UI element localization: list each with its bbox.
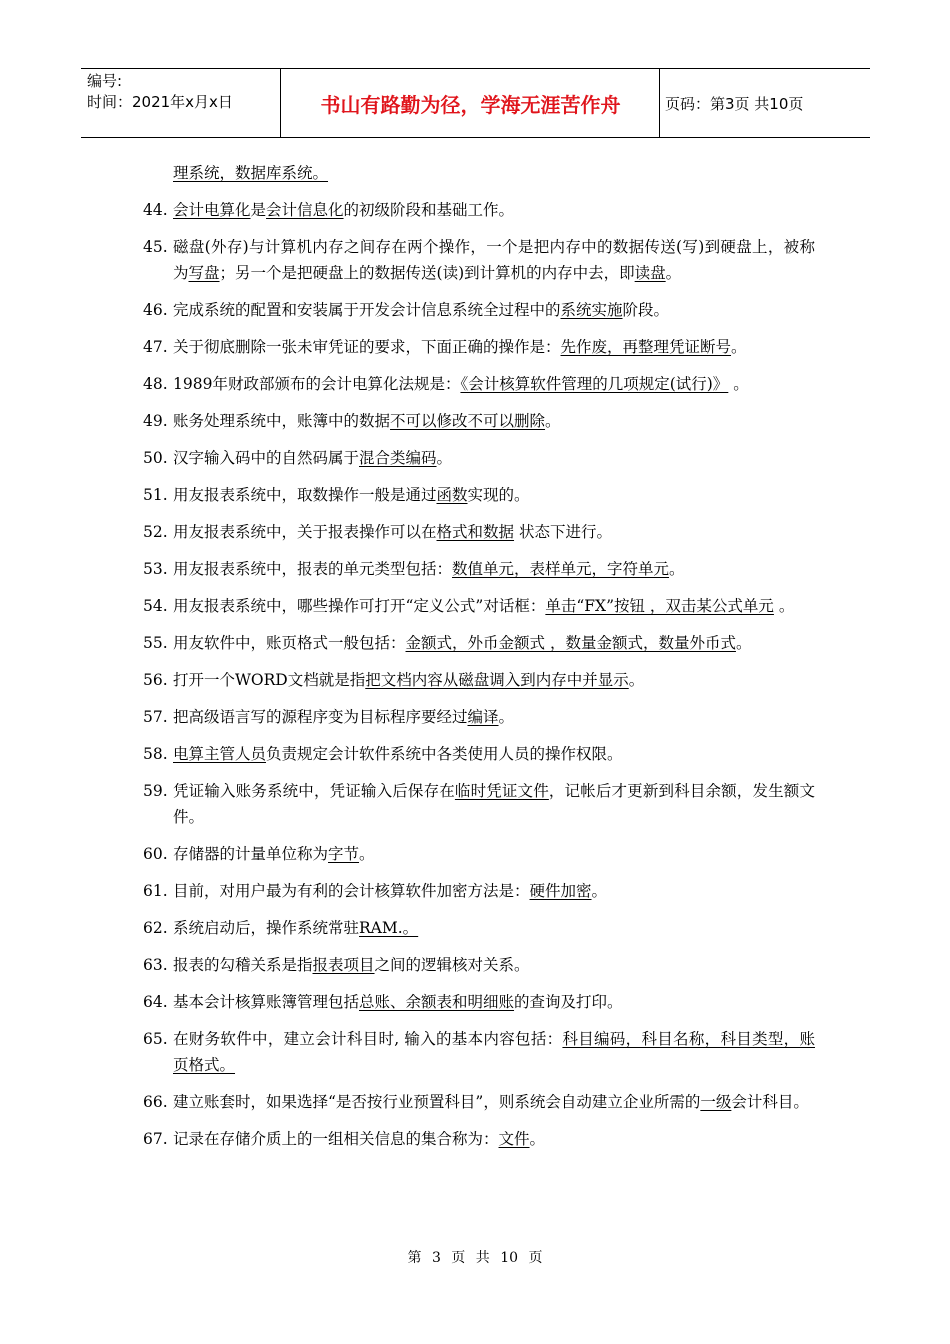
list-item — [143, 778, 815, 830]
item-text: 是 — [250, 201, 267, 219]
item-text: 凭证输入账务系统中，凭证输入后保存在 — [173, 782, 455, 800]
list-item — [143, 952, 815, 978]
answer-text: 《会计核算软件管理的几项规定(试行)》 — [460, 375, 729, 393]
answer-text: 不可以修改不可以删除 — [390, 412, 546, 430]
answer-text: 写盘 — [188, 264, 220, 282]
list-item — [143, 593, 815, 619]
item-text: 关于彻底删除一张未审凭证的要求，下面正确的操作是： — [173, 338, 561, 356]
list-item — [143, 915, 815, 941]
number-label: 编号: — [87, 72, 123, 90]
answer-text: 数值单元，表样单元，字符单元 — [452, 560, 670, 578]
item-text: ，记帐后才更新到科目余额，发生额文件。 — [173, 782, 815, 826]
answer-text: 一级 — [700, 1093, 732, 1111]
header-left-cell — [81, 69, 281, 137]
item-number: 60. — [143, 845, 168, 863]
list-item — [143, 408, 815, 434]
item-text: 之间的逻辑核对关系。 — [374, 956, 530, 974]
item-text: 把高级语言写的源程序变为目标程序要经过 — [173, 708, 468, 726]
answer-text: 报表项目 — [312, 956, 375, 974]
item-number: 55. — [143, 634, 168, 652]
item-text: 。 — [628, 671, 645, 689]
item-number: 58. — [143, 745, 168, 763]
item-text: 用友报表系统中，报表的单元类型包括： — [173, 560, 453, 578]
item-number: 50. — [143, 449, 168, 467]
item-number: 51. — [143, 486, 168, 504]
item-text: 。 — [731, 338, 747, 356]
answer-text: 混合类编码 — [359, 449, 437, 467]
item-text: 。 — [359, 845, 375, 863]
item-text: 。 — [728, 375, 749, 393]
item-text: 的初级阶段和基础工作。 — [343, 201, 515, 219]
item-text: 。 — [436, 449, 453, 467]
item-number: 63. — [143, 956, 168, 974]
list-item — [143, 1026, 815, 1078]
item-number: 65. — [143, 1030, 168, 1048]
answer-text: 函数 — [436, 486, 468, 504]
item-number: 64. — [143, 993, 168, 1011]
item-number: 67. — [143, 1130, 168, 1148]
list-item — [143, 297, 815, 323]
list-item — [143, 482, 815, 508]
answer-text: 系统实施 — [560, 301, 623, 319]
item-number: 48. — [143, 375, 168, 393]
list-item — [143, 841, 815, 867]
answer-text: 文件 — [498, 1130, 530, 1148]
list-item — [143, 160, 815, 186]
item-text: 用友报表系统中，关于报表操作可以在 — [173, 523, 437, 541]
list-item — [143, 989, 815, 1015]
answer-text: 理系统，数据库系统。 — [173, 164, 329, 182]
item-text: 汉字输入码中的自然码属于 — [173, 449, 360, 467]
list-item — [143, 519, 815, 545]
item-text: 的查询及打印。 — [514, 993, 623, 1011]
item-text: 状态下进行。 — [514, 523, 612, 541]
answer-text: 总账、余额表和明细账 — [359, 993, 515, 1011]
item-number: 53. — [143, 560, 168, 578]
answer-text: 硬件加密 — [529, 882, 592, 900]
answer-text: 会计信息化 — [266, 201, 344, 219]
page-footer: 第 3 页 共 10 页 — [407, 1250, 543, 1266]
item-text: 实现的。 — [467, 486, 530, 504]
list-item — [143, 741, 815, 767]
list-item — [143, 667, 815, 693]
item-text: ；另一个是把硬盘上的数据传送(读)到计算机的内存中去，即 — [219, 264, 635, 282]
answer-text: 格式和数据 — [436, 523, 515, 541]
list-item — [143, 1126, 815, 1152]
item-text: 。 — [591, 882, 608, 900]
page-header — [81, 68, 870, 138]
item-text: 在财务软件中，建立会计科目时, 输入的基本内容包括： — [173, 1030, 563, 1048]
item-text: 。 — [545, 412, 561, 430]
item-text: 用友报表系统中，哪些操作可打开“定义公式”对话框： — [173, 597, 546, 615]
header-page-info: 页码：第3页 共10页 — [665, 94, 804, 113]
item-text: 目前，对用户最为有利的会计核算软件加密方法是： — [173, 882, 530, 900]
time-label: 时间：2021年x月x日 — [87, 93, 233, 111]
item-text: 报表的勾稽关系是指 — [173, 956, 313, 974]
item-number: 44. — [143, 201, 168, 219]
answer-text: RAM.。 — [359, 919, 419, 937]
list-item — [143, 630, 815, 656]
item-text: 记录在存储介质上的一组相关信息的集合称为： — [173, 1130, 499, 1148]
item-number: 46. — [143, 301, 168, 319]
item-text: 磁盘(外存)与计算机内存之间存在两个操作，一个是把内存中的数据传送(写)到硬盘上，被称为 — [173, 238, 815, 282]
answer-text: 把文档内容从磁盘调入到内存中并显示 — [365, 671, 629, 689]
list-item — [143, 371, 815, 397]
answer-text: 读盘 — [634, 264, 666, 282]
item-number: 47. — [143, 338, 168, 356]
item-number: 56. — [143, 671, 168, 689]
answer-text: 编译 — [467, 708, 499, 726]
list-item — [143, 197, 815, 223]
item-number: 57. — [143, 708, 168, 726]
item-number: 61. — [143, 882, 168, 900]
item-number: 59. — [143, 782, 168, 800]
item-text: 阶段。 — [622, 301, 670, 319]
item-text: 1989年财政部颁布的会计电算化法规是： — [173, 375, 461, 393]
item-number: 66. — [143, 1093, 168, 1111]
answer-text: 字节 — [328, 845, 360, 863]
item-text: 账务处理系统中，账簿中的数据 — [173, 412, 391, 430]
answer-text: 临时凭证文件 — [454, 782, 549, 800]
item-number: 45. — [143, 238, 168, 256]
item-text: 负责规定会计软件系统中各类使用人员的操作权限。 — [266, 745, 623, 763]
answer-text: 先作废，再整理凭证断号 — [560, 338, 732, 356]
item-text: 打开一个WORD文档就是指 — [173, 671, 366, 689]
item-number: 54. — [143, 597, 168, 615]
item-text: 系统启动后，操作系统常驻 — [173, 919, 360, 937]
item-text: 。 — [498, 708, 515, 726]
item-text: 。 — [773, 597, 795, 615]
list-item — [143, 556, 815, 582]
list-item — [143, 445, 815, 471]
list-item — [143, 334, 815, 360]
document-body — [143, 160, 815, 1163]
item-text: 用友软件中，账页格式一般包括： — [173, 634, 406, 652]
answer-text: 科目编码，科目名称，科目类型，账页格式。 — [173, 1030, 815, 1074]
item-number: 49. — [143, 412, 168, 430]
item-text: 。 — [735, 634, 752, 652]
answer-text: 电算主管人员 — [173, 745, 267, 763]
item-text: 用友报表系统中，取数操作一般是通过 — [173, 486, 437, 504]
list-item — [143, 234, 815, 286]
header-motto: 书山有路勤为径，学海无涯苦作舟 — [282, 69, 660, 137]
item-number: 52. — [143, 523, 168, 541]
item-text: 基本会计核算账簿管理包括 — [173, 993, 360, 1011]
item-text: 存储器的计量单位称为 — [173, 845, 329, 863]
list-item — [143, 878, 815, 904]
answer-text: 金额式，外币金额式 ，数量金额式，数量外币式 — [405, 634, 736, 652]
item-text: 建立账套时，如果选择“是否按行业预置科目”，则系统会自动建立企业所需的 — [173, 1093, 701, 1111]
list-item — [143, 704, 815, 730]
answer-text: 单击“FX”按钮 ，双击某公式单元 — [545, 597, 774, 615]
list-item — [143, 1089, 815, 1115]
item-text: 会计科目。 — [731, 1093, 809, 1111]
answer-text: 会计电算化 — [173, 201, 251, 219]
item-text: 。 — [529, 1130, 546, 1148]
item-number: 62. — [143, 919, 168, 937]
item-text: 。 — [669, 560, 685, 578]
item-text: 完成系统的配置和安装属于开发会计信息系统全过程中的 — [173, 301, 561, 319]
item-text: 。 — [665, 264, 682, 282]
